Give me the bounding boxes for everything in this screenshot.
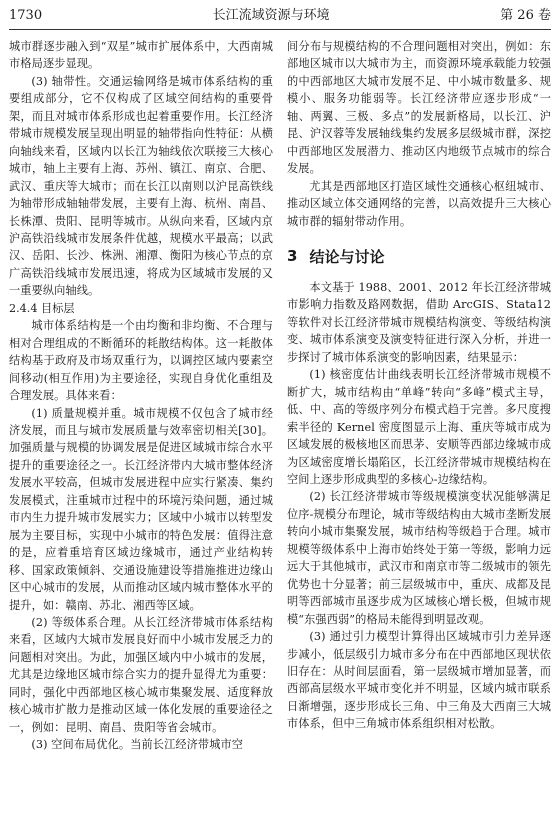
section-title: 结论与讨论 [309, 247, 385, 266]
section-heading [287, 246, 551, 267]
paragraph: 城市体系结构是一个由均衡和非均衡、不合理与相对合理组成的不断循环的耗散结构体。这一耗散体结构基于政府及市场双重行为，以调控区域内要素空间移动(相互作用)为主要途径，实现自身优化重组及合理发展。具体来看： [9, 319, 273, 403]
journal-title: 长江流域资源与环境 [212, 8, 330, 23]
paragraph: (3) 轴带性。交通运输网络是城市体系结构的重要组成部分，它不仅构成了区域空间结构的重要骨架，而且对城市体系形成也起着重要作用。长江经济带城市规模发展呈现出明显的轴带指向性特征：从横向轴线来看，区域内以长江为轴线依次联接三大核心城市，轴上主要有上海、苏州、镇江、南京、合肥、武汉、重庆等大城市；而在长江以南则以沪昆高铁线为轴带形成轴轴带发展，主要有上海、杭州、南昌、长株潭、贵阳、昆明等城市。从纵向来看，区域内京沪高铁沿线城市发展条件优越，规模水平最高；以武汉、岳阳、长沙、株洲、湘潭、衡阳为核心节点的京广高铁沿线城市发展迅速，将成为区域城市发展的又一重要纵向轴线。 [9, 74, 273, 298]
section-number: 3 [287, 247, 298, 266]
two-column-body [9, 38, 551, 754]
paragraph: (1) 质量规模并重。城市规模不仅包含了城市经济发展，而且与城市发展质量与效率密切相关[30]。加强质量与规模的协调发展是促进区域城市综合水平提升的重要途径之一。长江经济带内大城市整体经济发展水平较高，但城市发展进程中应实行紧凑、集约发展模式，注重城市过程中的环境污染问题，通过城市内生力提升城市发展实力；区域中小城市以转型发展为主要目标，实现中小城市的特色发展：值得注意的是，应着重培育区域边缘城市，通过产业结构转移、国家政策倾斜、交通设施建设等措施推进边缘山区中心城市的发展，从而推动区域内城市整体水平的提升，如：赣南、苏北、湘西等区域。 [9, 406, 273, 612]
paragraph: (2) 等级体系合理。从长江经济带城市体系结构来看，区域内大城市发展良好而中小城市发展乏力的问题相对突出。为此，加强区域内中小城市的发展，尤其是边缘地区城市综合实力的提升显得尤为重要：同时，强化中西部地区核心城市集聚发展、适度释放核心城市扩散力是推动区域一体化发展的重要途径之一，例如：昆明、南昌、贵阳等省会城市。 [9, 615, 273, 734]
paragraph: (1) 核密度估计曲线表明长江经济带城市规模不断扩大，城市结构由“单峰”转向“多峰”模式主导，低、中、高的等级序列分布模式趋于完善。多尺度搜索半径的 Kernel 密度图显示上海、重庆等城市成为区域发展的极核地区而思茅、安顺等西部边缘城市成为区域密度增长塌陷区，长江经济带城市规模结构在空间上逐步形成典型的多核心-边缘结构。 [287, 368, 551, 486]
paragraph: (3) 通过引力模型计算得出区域城市引力差异逐步减小，低层级引力城市多分布在中西部地区现状依旧存在：从时间层面看，第一层级城市增加显著，而西部高层级水平城市变化并不明显，区域内城市联系日渐增强，逐步形成长三角、中三角及大西南三大城市体系，但中三角城市体系组织相对松散。 [287, 630, 551, 731]
page-number: 1730 [9, 8, 43, 23]
paragraph: 间分布与规模结构的不合理问题相对突出，例如：东部地区城市以大城市为主，而资源环境承载能力较强的中西部地区大城市发展不足、中小城市数量多、规模小、服务功能弱等。长江经济带应逐步形成“一轴、两翼、三极、多点”的发展新格局，以长江、沪昆、沪汉蓉等发展轴线集约发展多层级城市群，深挖中西部地区发展潜力、推动区内地级节点城市的综合发展。 [287, 40, 551, 176]
running-header [9, 8, 551, 30]
paragraph: (2) 长江经济带城市等级规模演变状况能够满足位序-规模分布理论，城市等级结构由大城市垄断发展转向小城市集聚发展，城市结构等级趋于合理。城市规模等级体系中上海市始终处于第一等级，影响力远远大于其他城市，武汉市和南京市等二级城市的领先优势也十分显著；前三层级城市中，重庆、成都及昆明等西部城市虽逐步成为区域核心增长极，但城市规模“东强西弱”的格局未能得到明显改观。 [287, 490, 551, 626]
volume-label: 第 26 卷 [500, 8, 551, 23]
paragraph: 尤其是西部地区打造区域性交通核心枢纽城市、推动区域立体交通网络的完善，以高效提升三大核心城市群的辐射带动作用。 [287, 179, 551, 228]
paragraph: (3) 空间布局优化。当前长江经济带城市空 [31, 738, 244, 752]
right-column [287, 38, 551, 754]
paragraph: 本文基于 1988、2001、2012 年长江经济带城市影响力指数及路网数据，借助 ArcGIS、Stata12 等软件对长江经济带城市规模结构演变、等级结构演变、城市体系演变及演变特征进行深入分析，并进一步探讨了城市体系演变的影响因素，结果显示： [287, 280, 551, 364]
paragraph: 城市群逐步融入到“双星”城市扩展体系中，大西南城市格局逐步显现。 [9, 40, 273, 71]
left-column [9, 38, 273, 754]
subsection-heading: 2.4.4 目标层 [9, 301, 75, 315]
